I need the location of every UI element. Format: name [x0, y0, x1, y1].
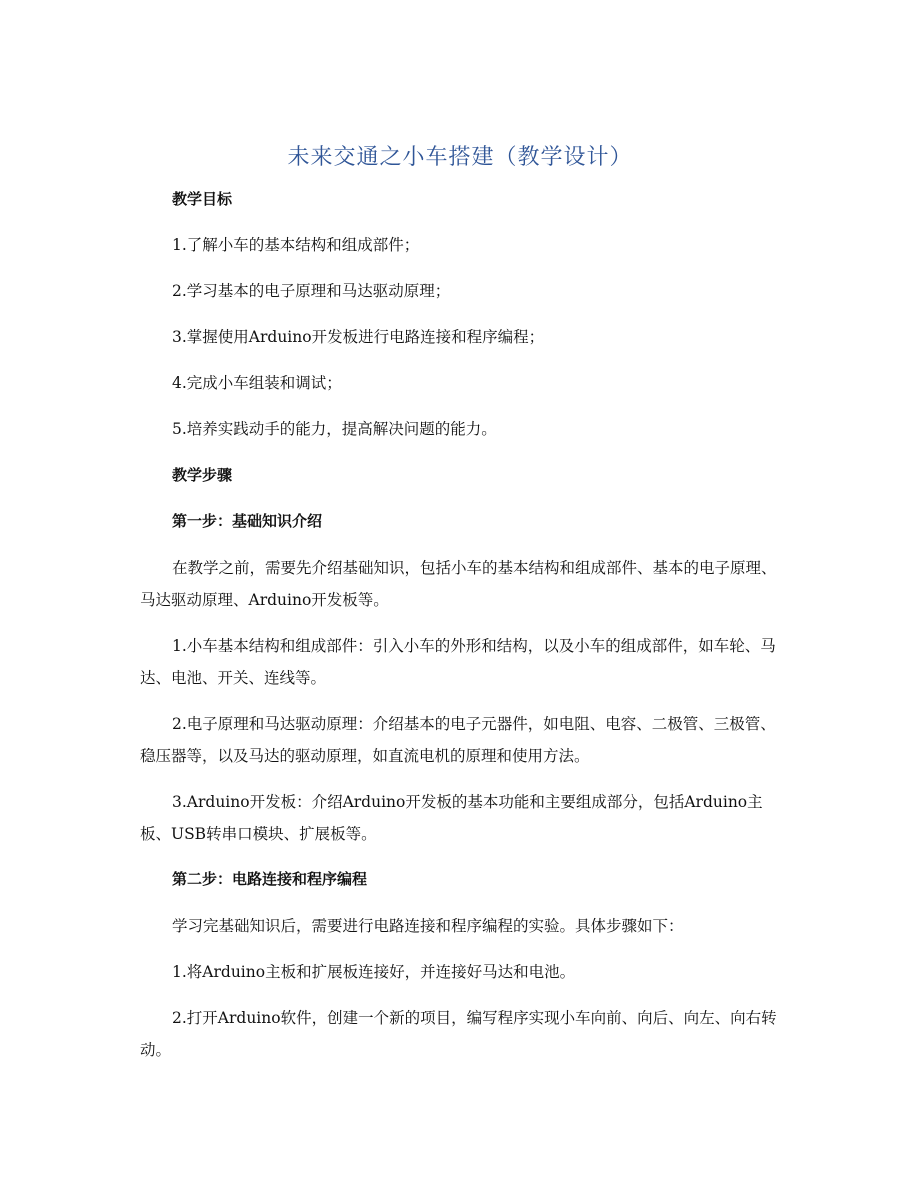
step2-item: 1.将Arduino主板和扩展板连接好，并连接好马达和电池。	[172, 963, 576, 981]
document-body	[140, 184, 784, 1080]
section-heading-goals: 教学目标	[172, 190, 233, 208]
goal-item: 5.培养实践动手的能力，提高解决问题的能力。	[172, 420, 497, 438]
step1-heading: 第一步：基础知识介绍	[172, 512, 323, 530]
goal-item: 2.学习基本的电子原理和马达驱动原理；	[172, 282, 451, 300]
step1-item: 2.电子原理和马达驱动原理：介绍基本的电子元器件，如电阻、电容、二极管、三极管、稳压器等，以及马达的驱动原理，如直流电机的原理和使用方法。	[140, 715, 776, 765]
step2-heading: 第二步：电路连接和程序编程	[172, 870, 368, 888]
step2-intro: 学习完基础知识后，需要进行电路连接和程序编程的实验。具体步骤如下：	[172, 917, 684, 935]
step1-item: 3.Arduino开发板：介绍Arduino开发板的基本功能和主要组成部分，包括Arduino主板、USB转串口模块、扩展板等。	[140, 793, 763, 843]
goal-item: 3.掌握使用Arduino开发板进行电路连接和程序编程；	[172, 328, 545, 346]
step1-intro: 在教学之前，需要先介绍基础知识，包括小车的基本结构和组成部件、基本的电子原理、马达驱动原理、Arduino开发板等。	[140, 559, 777, 609]
goal-item: 4.完成小车组装和调试；	[172, 374, 342, 392]
section-heading-steps: 教学步骤	[172, 466, 233, 484]
goal-item: 1.了解小车的基本结构和组成部件；	[172, 236, 420, 254]
step1-item: 1.小车基本结构和组成部件：引入小车的外形和结构，以及小车的组成部件，如车轮、马达、电池、开关、连线等。	[140, 637, 776, 687]
step2-item: 2.打开Arduino软件，创建一个新的项目，编写程序实现小车向前、向后、向左、向右转动。	[140, 1009, 777, 1059]
document-title: 未来交通之小车搭建（教学设计）	[287, 145, 633, 170]
